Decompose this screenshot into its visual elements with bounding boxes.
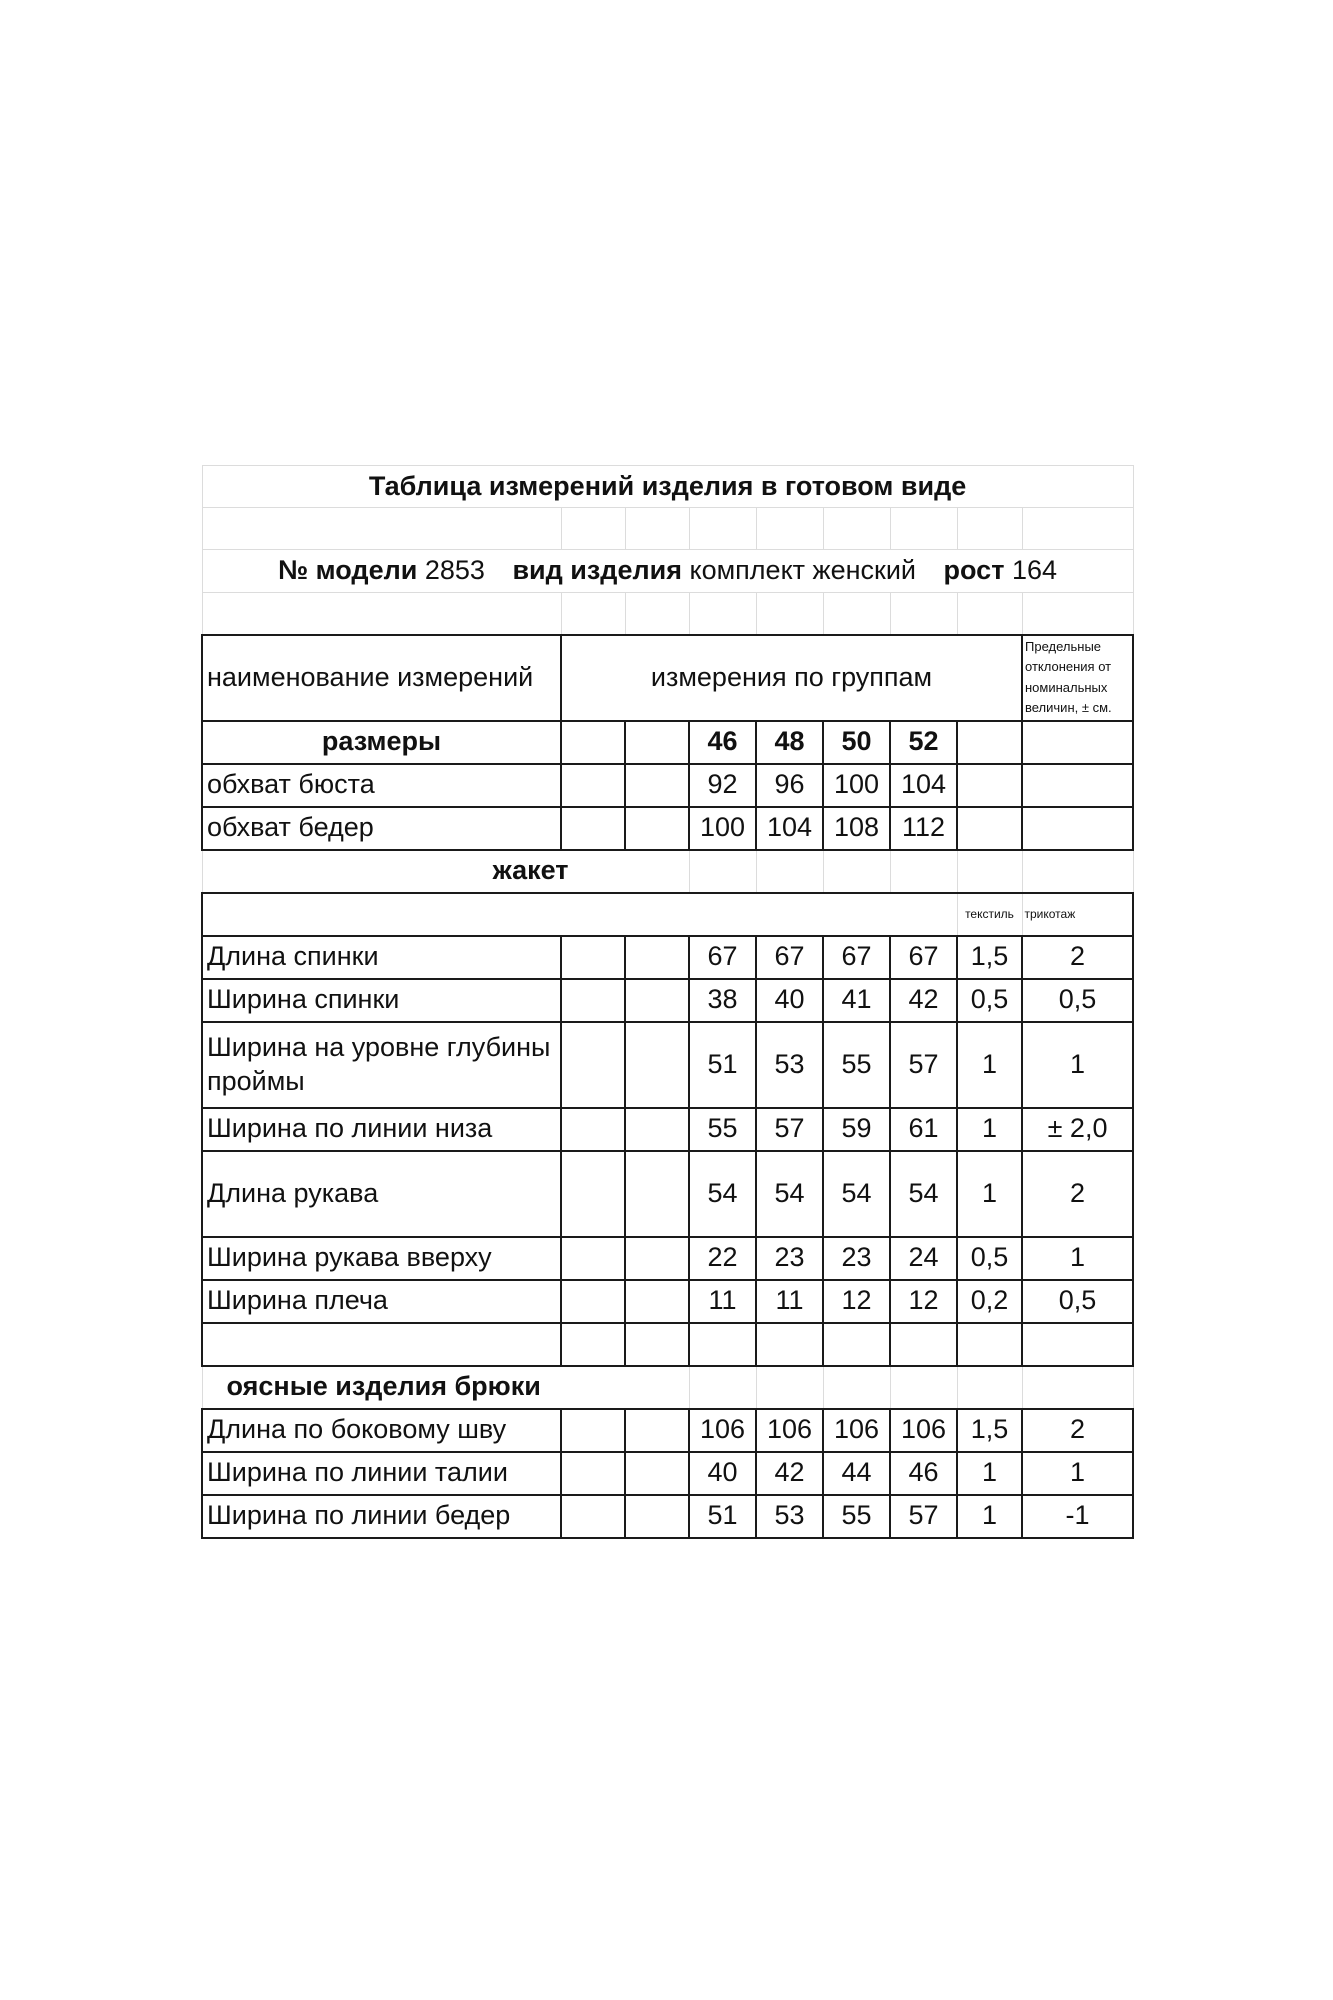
value-cell: 57: [890, 1022, 957, 1108]
value-cell: 42: [756, 1452, 823, 1495]
value-cell: 67: [890, 936, 957, 979]
value-cell: 106: [689, 1409, 756, 1452]
table-row: [202, 1280, 1133, 1323]
row-label: Ширина спинки: [202, 979, 561, 1022]
header-groups: измерения по группам: [561, 635, 1022, 721]
value-cell: 53: [756, 1022, 823, 1108]
value-cell: 40: [756, 979, 823, 1022]
value-cell: 55: [823, 1022, 890, 1108]
value-cell: 96: [756, 764, 823, 807]
tolerance-knit-label: трикотаж: [1022, 893, 1133, 936]
value-cell: 67: [823, 936, 890, 979]
title-row: [202, 466, 1133, 508]
value-cell: 92: [689, 764, 756, 807]
value-cell: 55: [689, 1108, 756, 1151]
size-cell: 52: [890, 721, 957, 764]
tolerance-knit: 2: [1022, 936, 1133, 979]
value-cell: 22: [689, 1237, 756, 1280]
value-cell: 104: [756, 807, 823, 850]
value-cell: 11: [756, 1280, 823, 1323]
value-cell: 100: [823, 764, 890, 807]
header-tolerance: Предельные отклонения от номинальных величин, ± см.: [1022, 635, 1133, 721]
value-cell: 53: [756, 1495, 823, 1538]
tolerance-knit: 2: [1022, 1151, 1133, 1237]
table-row: [202, 1108, 1133, 1151]
tolerance-knit: 0,5: [1022, 979, 1133, 1022]
tolerance-knit: 1: [1022, 1237, 1133, 1280]
table-row: [202, 764, 1133, 807]
value-cell: 54: [823, 1151, 890, 1237]
value-cell: 54: [890, 1151, 957, 1237]
trousers-section-row: [202, 1366, 1133, 1409]
value-cell: 11: [689, 1280, 756, 1323]
tolerance-textile: 1,5: [957, 1409, 1022, 1452]
row-label: Длина по боковому шву: [202, 1409, 561, 1452]
tolerance-knit: 2: [1022, 1409, 1133, 1452]
model-info-row: [202, 550, 1133, 593]
table-row: [202, 807, 1133, 850]
tolerance-textile: 0,2: [957, 1280, 1022, 1323]
table-row: [202, 1452, 1133, 1495]
product-type-label: вид изделия: [512, 555, 682, 586]
empty-row: [202, 1323, 1133, 1366]
table-title: Таблица измерений изделия в готовом виде: [202, 466, 1133, 508]
spacer-row: [202, 593, 1133, 635]
value-cell: 55: [823, 1495, 890, 1538]
row-label: Длина спинки: [202, 936, 561, 979]
model-info: [202, 550, 1133, 593]
row-label: обхват бюста: [202, 764, 561, 807]
jacket-title: жакет: [202, 850, 689, 893]
tolerance-textile: 1: [957, 1151, 1022, 1237]
tolerance-knit: 0,5: [1022, 1280, 1133, 1323]
value-cell: 41: [823, 979, 890, 1022]
row-label: Ширина рукава вверху: [202, 1237, 561, 1280]
row-label: Ширина на уровне глубины проймы: [202, 1022, 561, 1108]
value-cell: 57: [890, 1495, 957, 1538]
row-label: Длина рукава: [202, 1151, 561, 1237]
tolerance-textile: 1: [957, 1452, 1022, 1495]
value-cell: 106: [756, 1409, 823, 1452]
trousers-title: оясные изделия брюки: [202, 1366, 689, 1409]
table-row: [202, 979, 1133, 1022]
header-row: [202, 635, 1133, 721]
jacket-section-row: [202, 850, 1133, 893]
height-label: рост: [943, 555, 1005, 586]
value-cell: 67: [756, 936, 823, 979]
value-cell: 100: [689, 807, 756, 850]
value-cell: 38: [689, 979, 756, 1022]
model-number: 2853: [424, 555, 485, 586]
spacer-row: [202, 508, 1133, 550]
tolerance-textile: 0,5: [957, 1237, 1022, 1280]
value-cell: 104: [890, 764, 957, 807]
value-cell: 106: [890, 1409, 957, 1452]
tolerance-textile: 0,5: [957, 979, 1022, 1022]
size-cell: 46: [689, 721, 756, 764]
value-cell: 108: [823, 807, 890, 850]
row-label: обхват бедер: [202, 807, 561, 850]
sizes-row: [202, 721, 1133, 764]
row-label: Ширина по линии талии: [202, 1452, 561, 1495]
value-cell: 54: [689, 1151, 756, 1237]
row-label: Ширина плеча: [202, 1280, 561, 1323]
table-row: [202, 1409, 1133, 1452]
tolerance-knit: ± 2,0: [1022, 1108, 1133, 1151]
value-cell: 24: [890, 1237, 957, 1280]
value-cell: 44: [823, 1452, 890, 1495]
tolerance-textile: 1: [957, 1495, 1022, 1538]
value-cell: 57: [756, 1108, 823, 1151]
table-row: [202, 1022, 1133, 1108]
tolerance-knit: 1: [1022, 1452, 1133, 1495]
row-label: Ширина по линии бедер: [202, 1495, 561, 1538]
size-cell: 48: [756, 721, 823, 764]
tolerance-textile: 1: [957, 1022, 1022, 1108]
value-cell: 23: [823, 1237, 890, 1280]
value-cell: 112: [890, 807, 957, 850]
product-type: комплект женский: [689, 555, 917, 586]
value-cell: 106: [823, 1409, 890, 1452]
row-label: Ширина по линии низа: [202, 1108, 561, 1151]
tolerance-textile: 1,5: [957, 936, 1022, 979]
value-cell: 51: [689, 1495, 756, 1538]
tolerance-subheader-row: [202, 893, 1133, 936]
sizes-label: размеры: [202, 721, 561, 764]
value-cell: 12: [823, 1280, 890, 1323]
table-row: [202, 1151, 1133, 1237]
value-cell: 61: [890, 1108, 957, 1151]
tolerance-textile: 1: [957, 1108, 1022, 1151]
tolerance-textile-label: текстиль: [957, 893, 1022, 936]
value-cell: 40: [689, 1452, 756, 1495]
value-cell: 54: [756, 1151, 823, 1237]
tolerance-knit: -1: [1022, 1495, 1133, 1538]
measurement-table: [201, 465, 1134, 1539]
table-row: [202, 1495, 1133, 1538]
model-number-label: № модели: [278, 555, 418, 586]
value-cell: 67: [689, 936, 756, 979]
size-cell: 50: [823, 721, 890, 764]
value-cell: 59: [823, 1108, 890, 1151]
value-cell: 51: [689, 1022, 756, 1108]
header-name: наименование измерений: [202, 635, 561, 721]
value-cell: 23: [756, 1237, 823, 1280]
table-row: [202, 936, 1133, 979]
height-value: 164: [1011, 555, 1057, 586]
tolerance-knit: 1: [1022, 1022, 1133, 1108]
value-cell: 46: [890, 1452, 957, 1495]
value-cell: 12: [890, 1280, 957, 1323]
value-cell: 42: [890, 979, 957, 1022]
table-row: [202, 1237, 1133, 1280]
